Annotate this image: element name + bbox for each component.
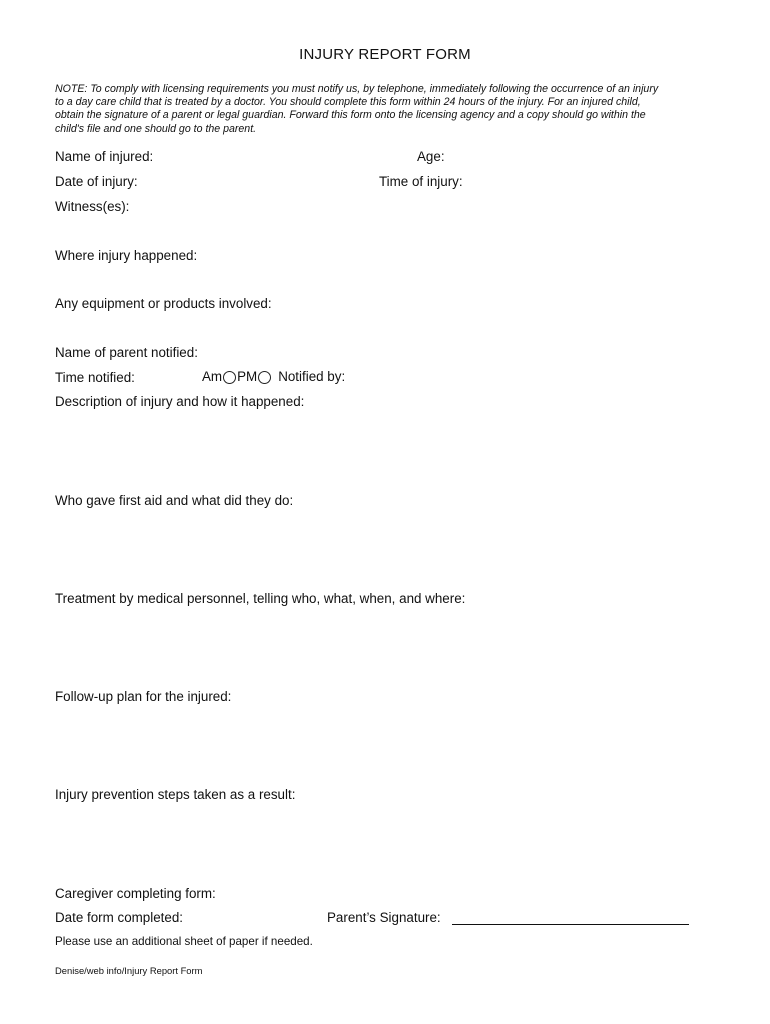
prevention-steps-label: Injury prevention steps taken as a result: <box>55 787 296 802</box>
notified-by-label: Notified by: <box>278 369 346 384</box>
age-label: Age: <box>417 149 445 164</box>
treatment-label: Treatment by medical personnel, telling who, what, when, and where: <box>55 591 466 606</box>
name-of-injured-label: Name of injured: <box>55 149 154 164</box>
am-radio[interactable] <box>223 371 236 384</box>
signature-line[interactable] <box>452 924 689 925</box>
description-label: Description of injury and how it happened: <box>55 394 305 409</box>
note-line: obtain the signature of a parent or legal guardian. Forward this form onto the licensing agency and a copy should go within the <box>55 109 646 122</box>
note-line: child's file and one should go to the parent. <box>55 122 257 135</box>
follow-up-label: Follow-up plan for the injured: <box>55 689 232 704</box>
first-aid-label: Who gave first aid and what did they do: <box>55 493 294 508</box>
equipment-involved-label: Any equipment or products involved: <box>55 296 272 311</box>
where-injury-happened-label: Where injury happened: <box>55 248 198 263</box>
parent-signature-label: Parent’s Signature: <box>327 910 441 925</box>
witnesses-label: Witness(es): <box>55 199 130 214</box>
footer-text: Denise/web info/Injury Report Form <box>55 965 203 976</box>
note-line: NOTE: To comply with licensing requirements you must notify us, by telephone, immediately following the occurrence of an injury <box>55 83 659 95</box>
am-pm-selector <box>202 369 345 385</box>
pm-label: PM <box>237 369 258 384</box>
caregiver-label: Caregiver completing form: <box>55 886 216 901</box>
name-of-parent-notified-label: Name of parent notified: <box>55 345 198 360</box>
date-completed-label: Date form completed: <box>55 910 184 925</box>
time-of-injury-label: Time of injury: <box>379 174 463 189</box>
am-label: Am <box>202 369 223 384</box>
licensing-note <box>55 83 715 136</box>
date-of-injury-label: Date of injury: <box>55 174 138 189</box>
page-title: INJURY REPORT FORM <box>299 46 471 63</box>
additional-sheet-note: Please use an additional sheet of paper if needed. <box>55 935 313 948</box>
note-line: to a day care child that is treated by a doctor. You should complete this form within 24 hours of the injury. For an injured child, <box>55 96 641 109</box>
time-notified-label: Time notified: <box>55 370 135 385</box>
pm-radio[interactable] <box>258 371 271 384</box>
